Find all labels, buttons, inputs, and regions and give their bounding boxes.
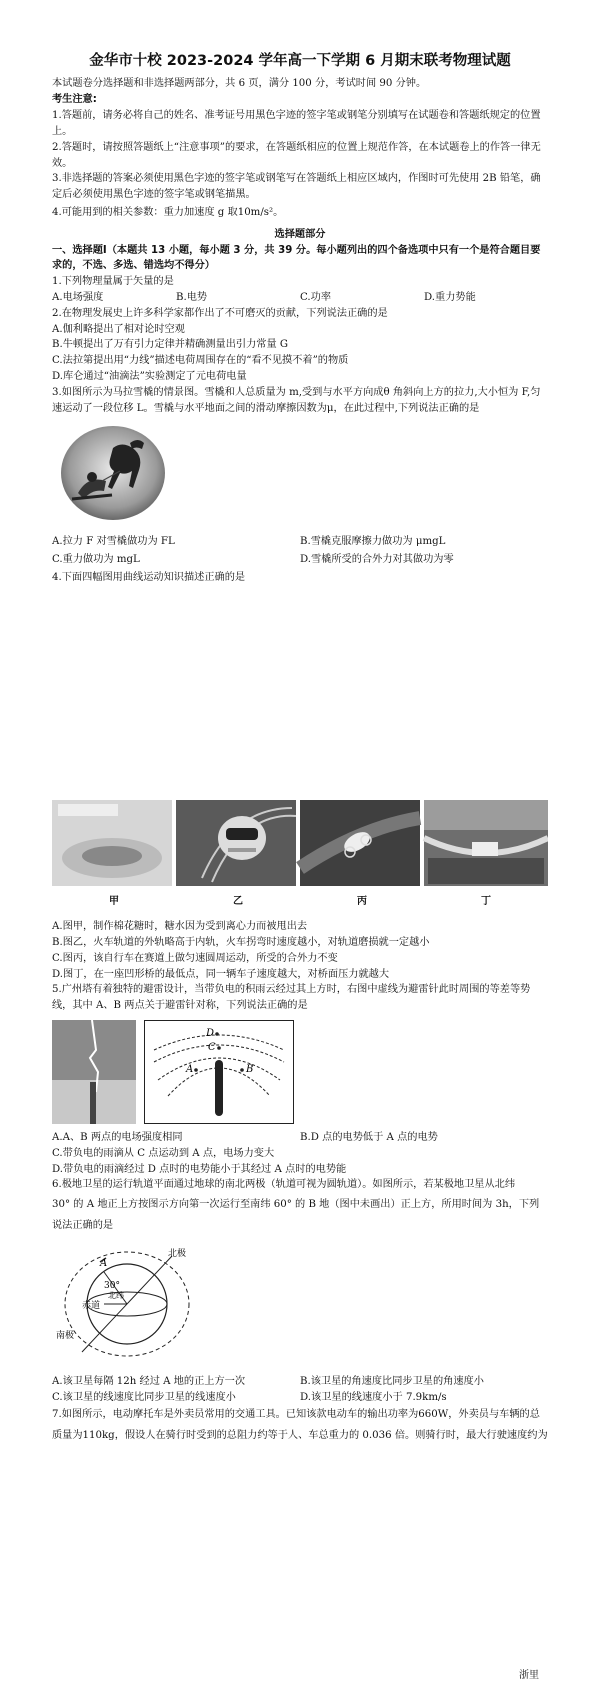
- q4-option-a: A.图甲，制作棉花糖时，糖水因为受到离心力而被甩出去: [52, 921, 308, 933]
- q5-option-c: C.带负电的雨滴从 C 点运动到 A 点，电场力变大: [52, 1147, 275, 1159]
- q4-option-d: D.图丁，在一座凹形桥的最低点，同一辆车子速度越大，对桥面压力就越大: [52, 968, 390, 980]
- q5-option-d: D.带负电的雨滴经过 D 点时的电势能小于其经过 A 点时的电势能: [52, 1163, 347, 1175]
- q4-option-b: B.图乙，火车轨道的外轨略高于内轨，火车拐弯时速度越小，对轨道磨损就一定越小: [52, 936, 430, 948]
- q3-option-b: B.雪橇克服摩擦力做功为 μmgL: [300, 536, 446, 548]
- sled-photo: [58, 423, 168, 523]
- q5-figure: [52, 1020, 548, 1124]
- q2-stem: 2.在物理发展史上许多科学家都作出了不可磨灭的贡献，下列说法正确的是: [52, 307, 388, 319]
- page-title: 金华市十校 2023-2024 学年高一下学期 6 月期末联考物理试题: [89, 53, 511, 69]
- q2-option-b: B.牛顿提出了万有引力定律并精确测量出引力常量 G: [52, 339, 289, 351]
- q1-stem: 1.下列物理量属于矢量的是: [52, 276, 174, 288]
- q3-option-a: A.拉力 F 对雪橇做功为 FL: [52, 536, 175, 548]
- label-south-pole: 南极: [56, 1331, 75, 1342]
- caption-jia: 甲: [109, 895, 119, 907]
- q2-option-a: A.伽利略提出了相对论时空观: [52, 323, 185, 335]
- notice-heading: 考生注意:: [52, 94, 97, 106]
- intro-text: 本试题卷分选择题和非选择题两部分，共 6 页，满分 100 分，考试时间 90 分钟。: [52, 78, 427, 90]
- q6-options-row1: [52, 1374, 548, 1390]
- label-b: B: [246, 1063, 254, 1075]
- caption-bing: 丙: [357, 895, 367, 907]
- notice-4: 4.可能用到的相关参数：重力加速度 g 取10m/s²。: [52, 206, 284, 218]
- label-north-pole: 北极: [168, 1249, 187, 1260]
- notice-2: 2.答题时，请按照答题纸上“注意事项”的要求，在答题纸相应的位置上规范作答，在本试题卷上的作答一律无效。: [52, 141, 541, 169]
- q1-option-c: C.功率: [300, 292, 332, 304]
- caption-ding: 丁: [481, 895, 491, 907]
- label-equator: 赤道: [82, 1301, 101, 1312]
- notice-1: 1.答题前，请务必将自己的姓名、准考证号用黑色字迹的签字笔或钢笔分别填写在试题卷和答题纸规定的位置上。: [52, 110, 541, 137]
- section-title: 选择题部分: [274, 228, 326, 240]
- notice-3: 3.非选择题的答案必须使用黑色字迹的签字笔或钢笔写在答题纸上相应区域内，作图时可先使用 2B 铅笔，确定后必须使用黑色字迹的签字笔或钢笔描黑。: [52, 173, 541, 201]
- footer-text: 浙里: [519, 1670, 539, 1681]
- q3-option-c: C.重力做功为 mgL: [52, 554, 140, 566]
- q6-options-row2: [52, 1390, 548, 1406]
- q6-option-d: D.该卫星的线速度小于 7.9km/s: [300, 1391, 447, 1403]
- label-c: C: [208, 1041, 216, 1053]
- label-a: A: [186, 1063, 194, 1075]
- label-30deg: 30°: [104, 1281, 120, 1292]
- equipotential-diagram: [144, 1020, 294, 1124]
- caption-yi: 乙: [233, 895, 243, 907]
- q1-options: [52, 290, 548, 306]
- q6-option-c: C.该卫星的线速度比同步卫星的线速度小: [52, 1391, 236, 1403]
- q4-figures: [52, 798, 548, 909]
- part1-heading: 一、选择题Ⅰ（本题共 13 小题，每小题 3 分，共 39 分。每小题列出的四个备选项中只有一个是符合题目要求的，不选、多选、错选均不得分）: [52, 244, 541, 272]
- q5-stem: 5.广州塔有着独特的避雷设计，当带负电的积雨云经过其上方时，右图中虚线为避雷针此时周围的等差等势线，其中 A、B 两点关于避雷针对称，下列说法正确的是: [52, 984, 531, 1012]
- q5-option-a: A.A、B 两点的电场强度相同: [52, 1131, 183, 1143]
- q4-captions: [52, 894, 548, 910]
- q4-photo-strip: [52, 798, 548, 888]
- q3-option-d: D.雪橇所受的合外力对其做功为零: [300, 554, 454, 566]
- q4-option-c: C.图丙，该自行车在赛道上做匀速圆周运动，所受的合外力不变: [52, 952, 338, 964]
- q2-option-c: C.法拉第提出用“力线”描述电荷周围存在的“看不见摸不着”的物质: [52, 355, 349, 367]
- q3-figure: [52, 423, 548, 529]
- q1-option-d: D.重力势能: [424, 292, 476, 304]
- q2-option-d: D.库仑通过“油滴法”实验测定了元电荷电量: [52, 371, 247, 383]
- label-a-point: A: [100, 1258, 108, 1270]
- q5-option-b: B.D 点的电势低于 A 点的电势: [300, 1131, 438, 1143]
- exam-page: [52, 50, 548, 1446]
- q4-blank-space: [52, 586, 548, 798]
- label-d: D: [206, 1027, 215, 1039]
- q7-stem: 7.如图所示，电动摩托车是外卖员常用的交通工具。已知该款电动车的输出功率为660W，外卖员与车辆的总质量为110kg，假设人在骑行时受到的总阻力约等于人、车总重力的 0.036 倍。则骑行时，最大行驶速度约为: [52, 1409, 548, 1441]
- q4-stem: 4.下面四幅图用曲线运动知识描述正确的是: [52, 571, 246, 583]
- q6-stem-1: 6.极地卫星的运行轨道平面通过地球的南北两极（轨道可视为圆轨道）。如图所示，若某极地卫星从北纬: [52, 1179, 516, 1191]
- label-north-latitude: 北纬: [108, 1291, 124, 1301]
- q6-stem-2: 30° 的 A 地正上方按图示方向第一次运行至南纬 60° 的 B 地（图中未画出）正上方，所用时间为 3h，下列说法正确的是: [52, 1199, 540, 1231]
- q6-figure: [52, 1242, 548, 1368]
- q6-option-b: B.该卫星的角速度比同步卫星的角速度小: [300, 1375, 484, 1387]
- q5-options-row1: [52, 1130, 548, 1146]
- q3-stem: 3.如图所示为马拉雪橇的情景图。雪橇和人总质量为 m,受到与水平方向成θ 角斜向上方的拉力,大小恒为 F,匀速运动了一段位移 L。雪橇与水平地面之间的滑动摩擦因数为μ，在此过程中,下列说法正确的是: [52, 386, 541, 414]
- q1-option-a: A.电场强度: [52, 292, 104, 304]
- lightning-photo: [52, 1020, 136, 1124]
- q3-options-row1: [52, 534, 548, 550]
- q1-option-b: B.电势: [176, 292, 208, 304]
- q6-option-a: A.该卫星每隔 12h 经过 A 地的正上方一次: [52, 1375, 246, 1387]
- q3-options-row2: [52, 552, 548, 568]
- polar-orbit-diagram: [52, 1242, 202, 1362]
